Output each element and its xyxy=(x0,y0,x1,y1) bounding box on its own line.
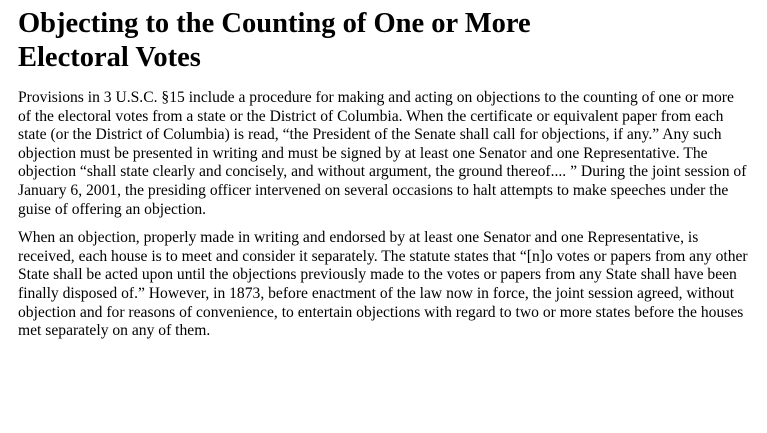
paragraph-separate-consideration: When an objection, properly made in writing and endorsed by at least one Senator and one Representative, is received, each house is to meet and consider it separately. The statute states that “[n]o votes or papers from any other State shall be acted upon until the objections previously made to the votes or papers from any State shall have been finally disposed of.” However, in 1873, before enactment of the law now in force, the joint session agreed, without objection and for reasons of convenience, to entertain objections with regard to two or more states before the houses met separately on any of them. xyxy=(18,229,748,340)
page-title: Objecting to the Counting of One or More Electoral Votes xyxy=(18,8,531,73)
paragraph-objection-procedure: Provisions in 3 U.S.C. §15 include a procedure for making and acting on objections to the counting of one or more of the electoral votes from a state or the District of Columbia. When the certificate or equivalent paper from each state (or the District of Columbia) is read, “the President of the Senate shall call for objections, if any.” Any such objection must be presented in writing and must be signed by at least one Senator and one Representative. The objection “shall state clearly and concisely, and without argument, the ground thereof.... ” During the joint session of January 6, 2001, the presiding officer intervened on several occasions to halt attempts to make speeches under the guise of offering an objection. xyxy=(18,89,747,218)
